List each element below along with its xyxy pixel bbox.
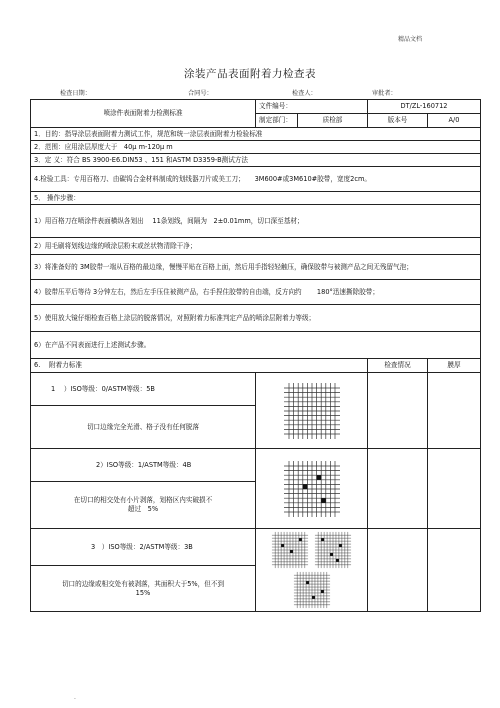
- purpose-row: 1．目的：指导涂层表面附着力测试工作，规范和统一涂层表面附着力检验标准: [31, 128, 481, 141]
- step-2: 2）用毛刷将划线边缘的喷涂层粉末或丝状物清除干净；: [31, 238, 481, 255]
- crosshatch-3b-icon: [270, 530, 310, 570]
- col-check: 检查情况: [368, 359, 428, 373]
- dept-label: 制定部门：: [256, 114, 298, 128]
- bottom-mark: .: [74, 694, 76, 701]
- step-1: 1）用百格刀在喷涂件表面横纵各划出 11条划线，间隔为 2±0.01mm，切口深至基材；: [31, 205, 481, 238]
- approver-label: 审批者：: [372, 90, 397, 97]
- step-6: 6）在产品不同表面进行上述测试步骤。: [31, 332, 481, 359]
- version-value: A/0: [428, 114, 481, 128]
- crosshatch-3b-icon: [292, 570, 332, 610]
- grade-1-description: 切口边缘完全光滑、格子没有任何脱落: [31, 406, 256, 449]
- grade-1-pattern: [256, 373, 368, 449]
- grade-1-check[interactable]: [368, 373, 428, 449]
- grade-3-pattern: [256, 529, 368, 612]
- grade-3-label: 3 ）ISO等级：2/ASTM等级：3B: [31, 529, 256, 566]
- file-no-value: DT/ZL-160712: [368, 100, 481, 114]
- crosshatch-3b-icon: [313, 530, 353, 570]
- definition-row: 3．定 义：符合 BS 3900-E6.DIN53 、151 和ASTM D3359-B测试方法: [31, 154, 481, 167]
- crosshatch-4b-icon: [281, 458, 343, 520]
- grade-2-pattern: [256, 449, 368, 529]
- grade-2-description: 在切口的相交处有小片剥落，划格区内实破损不超过 5%: [31, 482, 256, 529]
- grade-3-description: 切口的边缘或相交处有被剥落，其面积大于5%，但不到 15%: [31, 566, 256, 612]
- grade-3-check[interactable]: [368, 529, 428, 612]
- inspection-form: [30, 99, 481, 612]
- step-4: 4）胶带压平后等待 3分钟左右，然后左手压住被测产品，右手捏住胶带的自由端，反方向约 180°迅速撕除胶带；: [31, 280, 481, 305]
- grade-1-label: 1 ）ISO等级：0/ASTM等级：5B: [31, 373, 256, 406]
- grade-3-thickness[interactable]: [428, 529, 481, 612]
- crosshatch-5b-icon: [281, 380, 343, 442]
- version-label: 版本号: [368, 114, 428, 128]
- step-5: 5）使用放大镜仔细检查百格上涂层的脱落情况，对照附着力标准判定产品的喷涂层附着力等级；: [31, 305, 481, 332]
- col-thickness: 膜厚: [428, 359, 481, 373]
- standard-name: 喷涂件表面附着力检测标准: [31, 100, 256, 128]
- date-label: 检查日期：: [60, 90, 91, 97]
- inspector-label: 检查人：: [292, 90, 317, 97]
- tools-row: 4.检验工具：专用百格刀、由碳钨合金材料制成的划线器刀片或美工刀； 3M600#或3M610#胶带，宽度2cm。: [31, 167, 481, 192]
- step-3: 3）将准备好的 3M胶带一端从百格的最边缘，慢慢平贴在百格上面，然后用手指轻轻触压，确保胶带与被测产品之间无残留气泡；: [31, 255, 481, 280]
- operation-title: 5． 操作步骤：: [31, 192, 481, 205]
- scope-row: 2．范围：应用涂层厚度大于 40μ m-120μ m: [31, 141, 481, 154]
- contract-label: 合同号：: [188, 90, 213, 97]
- page-title: 涂装产品表面附着力检查表: [184, 68, 316, 80]
- grade-2-label: 2）ISO等级：1/ASTM等级：4B: [31, 449, 256, 482]
- file-no-label: 文件编号：: [256, 100, 368, 114]
- dept-value: 质检部: [298, 114, 368, 128]
- grade-1-thickness[interactable]: [428, 373, 481, 449]
- corner-label: 精品文档: [397, 36, 422, 43]
- grade-2-thickness[interactable]: [428, 449, 481, 529]
- adhesion-title: 6. 附着力标准: [31, 359, 368, 373]
- grade-2-check[interactable]: [368, 449, 428, 529]
